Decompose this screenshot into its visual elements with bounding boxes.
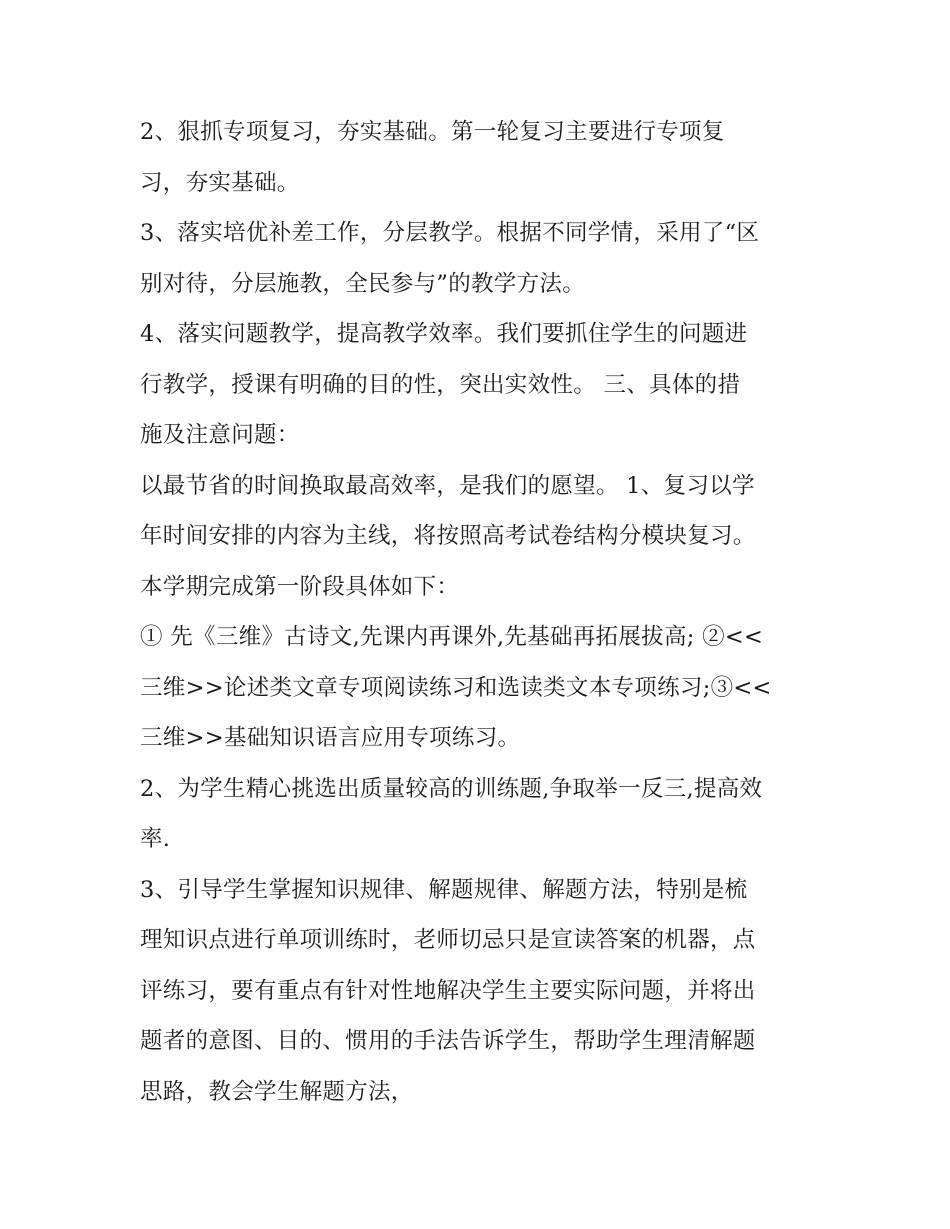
text-line: 行教学，授课有明确的目的性，突出实效性。 三、具体的措 <box>140 371 741 398</box>
text-line: 题者的意图、目的、惯用的手法告诉学生，帮助学生理清解题 <box>140 1028 756 1054</box>
text-line: 4、落实问题教学，提高教学效率。我们要抓住学生的问题进 <box>140 321 748 347</box>
text-line: 三维>>基础知识语言应用专项练习。 <box>140 725 521 751</box>
text-line: 3、落实培优补差工作，分层教学。根据不同学情，采用了“区 <box>140 220 760 246</box>
paragraph-problem-teaching <box>140 309 820 461</box>
text-line: 年时间安排的内容为主线，将按照高考试卷结构分模块复习。 <box>140 523 756 549</box>
text-line: 本学期完成第一阶段具体如下： <box>140 573 460 600</box>
text-line: 以最节省的时间换取最高效率，是我们的愿望。 1、复习以学 <box>140 472 755 499</box>
document-body <box>140 107 820 1117</box>
text-line: 三维>>论述类文章专项阅读练习和选读类文本专项练习;③<< <box>140 674 772 701</box>
text-line: 2、狠抓专项复习，夯实基础。第一轮复习主要进行专项复 <box>140 119 725 145</box>
text-line: ① 先《三维》古诗文,先课内再课外,先基础再拓展拔高; ②<< <box>140 624 764 650</box>
text-line: 施及注意问题： <box>140 422 300 448</box>
paragraph-efficiency <box>140 461 820 613</box>
text-line: 评练习，要有重点有针对性地解决学生主要实际问题，并将出 <box>140 977 756 1004</box>
paragraph-special-review <box>140 107 820 208</box>
paragraph-sanwei-plan <box>140 612 820 764</box>
text-line: 思路，教会学生解题方法， <box>140 1078 414 1105</box>
text-line: 率. <box>140 826 171 852</box>
text-line: 3、引导学生掌握知识规律、解题规律、解题方法，特别是梳 <box>140 876 748 903</box>
text-line: 习，夯实基础。 <box>140 169 300 196</box>
text-line: 理知识点进行单项训练时，老师切忌只是宣读答案的机器，点 <box>140 927 756 953</box>
paragraph-exercise-selection <box>140 764 820 865</box>
text-line: 别对待，分层施教，全民参与”的教学方法。 <box>140 270 586 297</box>
paragraph-guidance <box>140 865 820 1118</box>
text-line: 2、为学生精心挑选出质量较高的训练题,争取举一反三,提高效 <box>140 775 763 802</box>
paragraph-layered-teaching <box>140 208 820 309</box>
